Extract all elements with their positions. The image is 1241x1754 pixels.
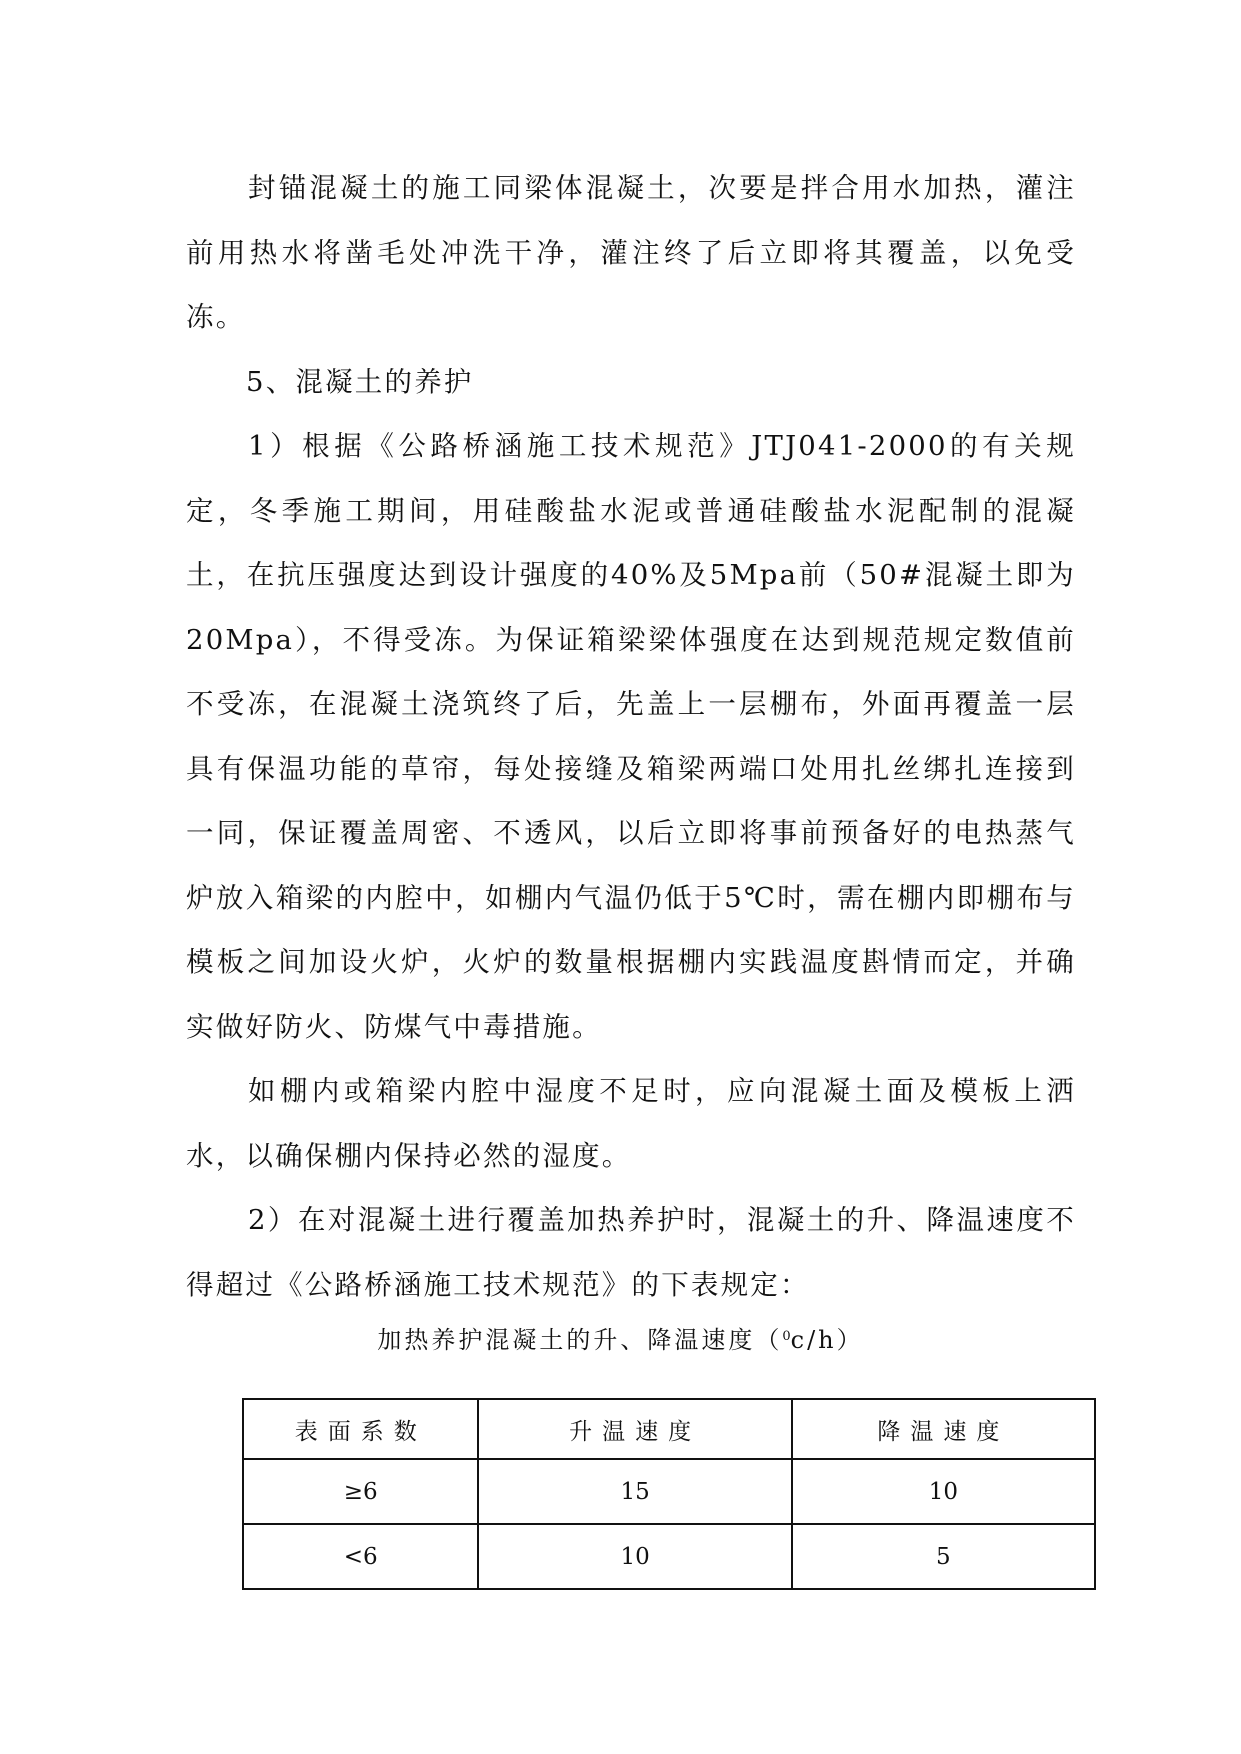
temperature-rate-table: [242, 1398, 1096, 1590]
paragraph-sealing-anchor: 封锚混凝土的施工同梁体混凝土，次要是拌合用水加热，灌注前用热水将凿毛处冲洗干净，灌注终了后立即将其覆盖，以免受冻。: [186, 172, 1076, 333]
cell-cooling-rate: 10: [792, 1459, 1095, 1524]
paragraph-curing-rule-1: 1）根据《公路桥涵施工技术规范》JTJ041-2000的有关规定，冬季施工期间，用硅酸盐水泥或普通硅酸盐水泥配制的混凝土，在抗压强度达到设计强度的40%及5Mpa前（50#混凝土即为20Mpa），不得受冻。为保证箱梁梁体强度在达到规范规定数值前不受冻，在混凝土浇筑终了后，先盖上一层棚布，外面再覆盖一层具有保温功能的草帘，每处接缝及箱梁两端口处用扎丝绑扎连接到一同，保证覆盖周密、不透风，以后立即将事前预备好的电热蒸气炉放入箱梁的内腔中，如棚内气温仍低于5℃时，需在棚内即棚布与模板之间加设火炉，火炉的数量根据棚内实践温度斟情而定，并确实做好防火、防煤气中毒措施。: [186, 430, 1076, 1043]
table-row: [243, 1459, 1095, 1524]
caption-degree-sup: 0: [782, 1329, 791, 1344]
caption-main: 加热养护混凝土的升、降温速度（: [377, 1326, 783, 1354]
header-surface-factor: 表面系数: [243, 1399, 478, 1459]
table-caption: [0, 1320, 1241, 1355]
cell-surface-factor: <6: [243, 1524, 478, 1589]
caption-unit: c/h）: [790, 1326, 864, 1354]
body-text: [186, 156, 1076, 1317]
cell-heating-rate: 10: [478, 1524, 791, 1589]
paragraph-curing-rule-2: 2）在对混凝土进行覆盖加热养护时，混凝土的升、降温速度不得超过《公路桥涵施工技术规范》的下表规定：: [186, 1204, 1076, 1301]
paragraph-humidity: 如棚内或箱梁内腔中湿度不足时，应向混凝土面及模板上洒水，以确保棚内保持必然的湿度。: [186, 1075, 1076, 1172]
section-heading-curing: 5、混凝土的养护: [246, 365, 474, 398]
cell-surface-factor: ≥6: [243, 1459, 478, 1524]
cell-heating-rate: 15: [478, 1459, 791, 1524]
cell-cooling-rate: 5: [792, 1524, 1095, 1589]
table-row: [243, 1524, 1095, 1589]
header-heating-rate: 升温速度: [478, 1399, 791, 1459]
header-cooling-rate: 降温速度: [792, 1399, 1095, 1459]
table-header-row: [243, 1399, 1095, 1459]
